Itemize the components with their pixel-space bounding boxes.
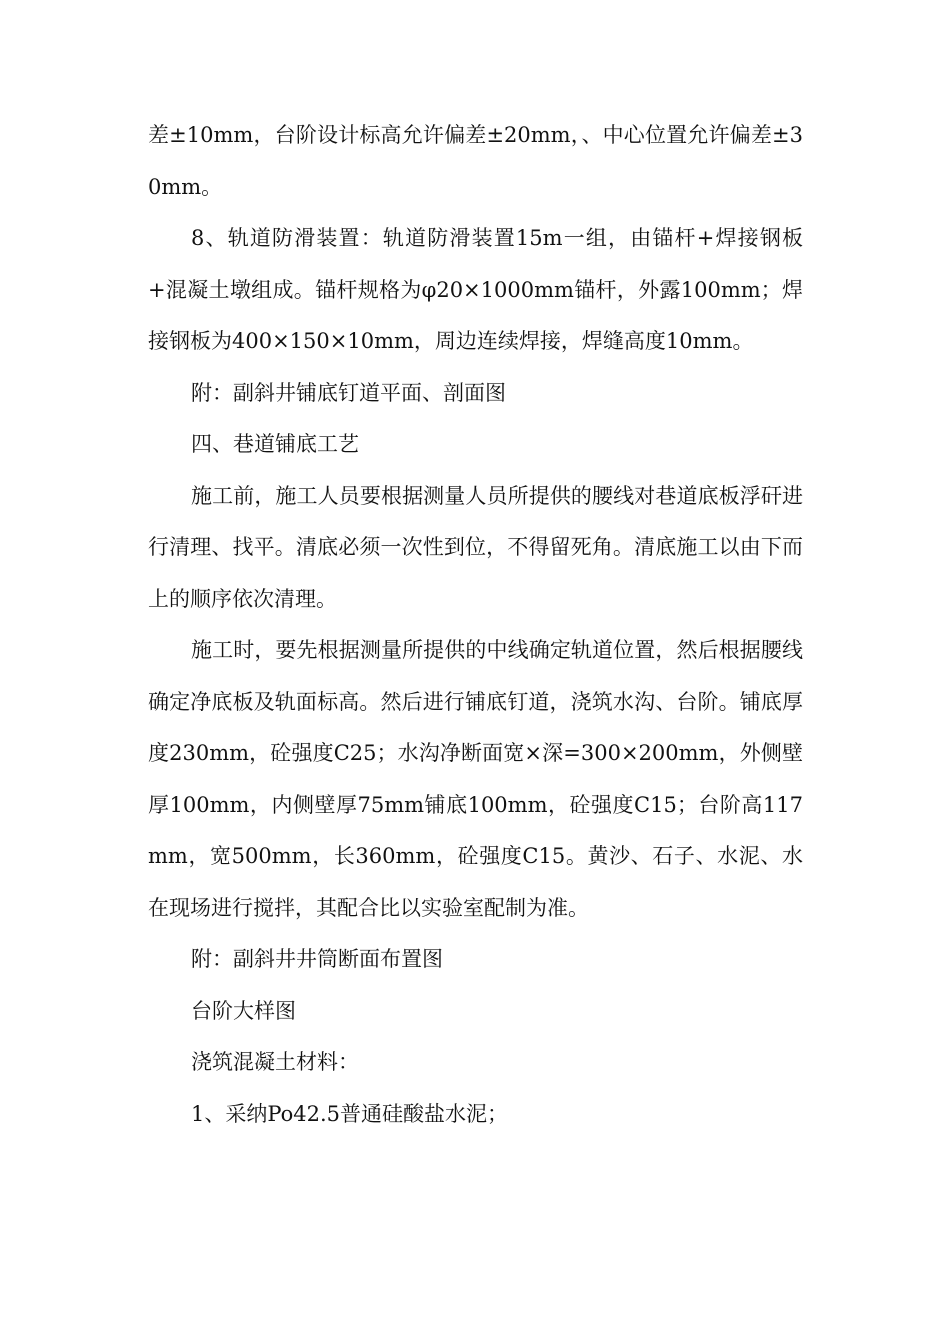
paragraph-step-detail: 台阶大样图	[191, 998, 296, 1023]
paragraph-rail-anti-slip: 8、轨道防滑装置：轨道防滑装置15m一组，由锚杆+焊接钢板+混凝土墩组成。锚杆规格为φ20×1000mm锚杆，外露100mm；焊接钢板为400×150×10mm，周边连续焊接，焊缝高度10mm。	[148, 226, 803, 353]
paragraph-attachment-section: 附：副斜井井筒断面布置图	[191, 947, 443, 971]
document-page	[148, 110, 803, 1140]
paragraph-before-construction: 施工前，施工人员要根据测量人员所提供的腰线对巷道底板浮矸进行清理、找平。清底必须一次性到位，不得留死角。清底施工以由下而上的顺序依次清理。	[148, 483, 803, 611]
paragraph-tolerance-continued: 差±10mm，台阶设计标高允许偏差±20mm，、中心位置允许偏差±30mm。	[148, 123, 803, 199]
paragraph-during-construction: 施工时，要先根据测量所提供的中线确定轨道位置，然后根据腰线确定净底板及轨面标高。然后进行铺底钉道，浇筑水沟、台阶。铺底厚度230mm，砼强度C25；水沟净断面宽×深=300×200mm，外侧壁厚100mm，内侧壁厚75mm铺底100mm，砼强度C15；台阶高117mm，宽500mm，长360mm，砼强度C15。黄沙、石子、水泥、水在现场进行搅拌，其配合比以实验室配制为准。	[148, 638, 803, 920]
paragraph-attachment-plan: 附：副斜井铺底钉道平面、剖面图	[191, 380, 506, 405]
list-item-cement: 1、采纳Po42.5普通硅酸盐水泥；	[191, 1101, 509, 1126]
section-heading-floor-process: 四、巷道铺底工艺	[191, 432, 359, 456]
paragraph-concrete-materials: 浇筑混凝土材料：	[191, 1050, 359, 1074]
